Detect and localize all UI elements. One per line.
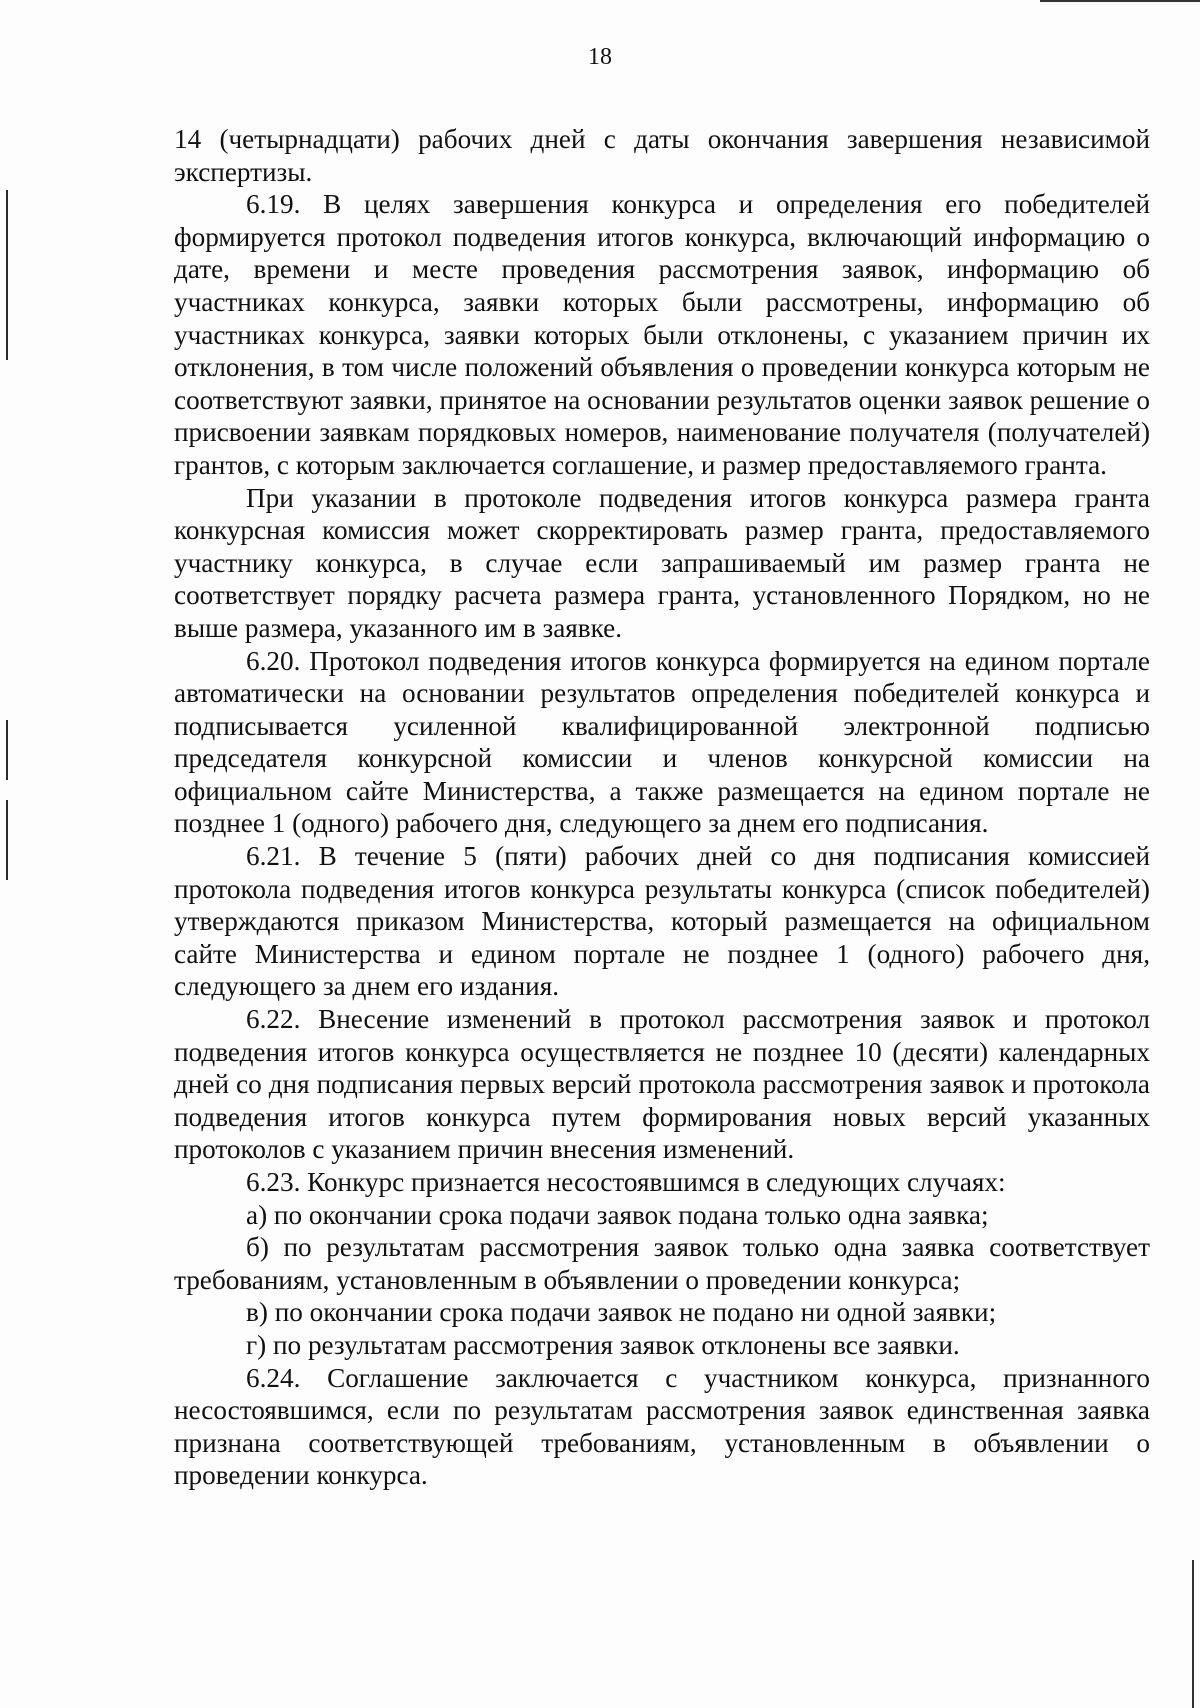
- paragraph-6-24: 6.24. Соглашение заключается с участником конкурса, признанного несостоявшимся, если по результатам рассмотрения заявок единственная заявка признана соответствующей требованиям, установленным в объявлении о проведении конкурса.: [174, 1362, 1150, 1491]
- body-text: [174, 123, 1150, 1492]
- scan-edge-mark: [1192, 1560, 1194, 1708]
- paragraph-6-20: 6.20. Протокол подведения итогов конкурса формируется на едином портале автоматически на основании результатов определения победителей конкурса и подписывается усиленной квалифицированной электронной подписью председателя конкурсной комиссии и членов конкурсной комиссии на официальном сайте Министерства, а также размещается на едином портале не позднее 1 (одного) рабочего дня, следующего за днем его подписания.: [174, 645, 1150, 839]
- scan-edge-mark: [6, 720, 8, 780]
- paragraph-6-22: 6.22. Внесение изменений в протокол рассмотрения заявок и протокол подведения итогов конкурса осуществляется не позднее 10 (десяти) календарных дней со дня подписания первых версий протокола рассмотрения заявок и протокола подведения итогов конкурса путем формирования новых версий указанных протоколов с указанием причин внесения изменений.: [174, 1004, 1150, 1165]
- paragraph: При указании в протоколе подведения итогов конкурса размера гранта конкурсная комиссия может скорректировать размер гранта, предоставляемого участнику конкурса, в случае если запрашиваемый им размер гранта не соответствует порядку расчета размера гранта, установленного Порядком, но не выше размера, указанного им в заявке.: [174, 482, 1150, 643]
- paragraph: 14 (четырнадцати) рабочих дней с даты окончания завершения независимой экспертизы.: [174, 124, 1150, 187]
- scan-edge-mark: [6, 190, 8, 360]
- paragraph-6-19: 6.19. В целях завершения конкурса и определения его победителей формируется протокол подведения итогов конкурса, включающий информацию о дате, времени и месте проведения рассмотрения заявок, информацию об участниках конкурса, заявки которых были рассмотрены, информацию об участниках конкурса, заявки которых были отклонены, с указанием причин их отклонения, в том числе положений объявления о проведении конкурса которым не соответствуют заявки, принятое на основании результатов оценки заявок решение о присвоении заявкам порядковых номеров, наименование получателя (получателей) грантов, с которым заключается соглашение, и размер предоставляемого гранта.: [174, 189, 1150, 480]
- list-item-g: г) по результатам рассмотрения заявок отклонены все заявки.: [246, 1329, 960, 1360]
- paragraph-6-23: 6.23. Конкурс признается несостоявшимся в следующих случаях:: [246, 1167, 1006, 1197]
- list-item-a: а) по окончании срока подачи заявок подана только одна заявка;: [246, 1199, 989, 1230]
- list-item-b: б) по результатам рассмотрения заявок только одна заявка соответствует требованиям, установленным в объявлении о проведении конкурса;: [174, 1232, 1150, 1295]
- scan-edge-mark: [6, 800, 8, 880]
- page-number: 18: [588, 44, 612, 70]
- list-item-v: в) по окончании срока подачи заявок не подано ни одной заявки;: [246, 1297, 997, 1328]
- scan-edge-mark: [1040, 0, 1200, 2]
- paragraph-6-21: 6.21. В течение 5 (пяти) рабочих дней со дня подписания комиссией протокола подведения итогов конкурса результаты конкурса (список победителей) утверждаются приказом Министерства, который размещается на официальном сайте Министерства и едином портале не позднее 1 (одного) рабочего дня, следующего за днем его издания.: [174, 841, 1150, 1002]
